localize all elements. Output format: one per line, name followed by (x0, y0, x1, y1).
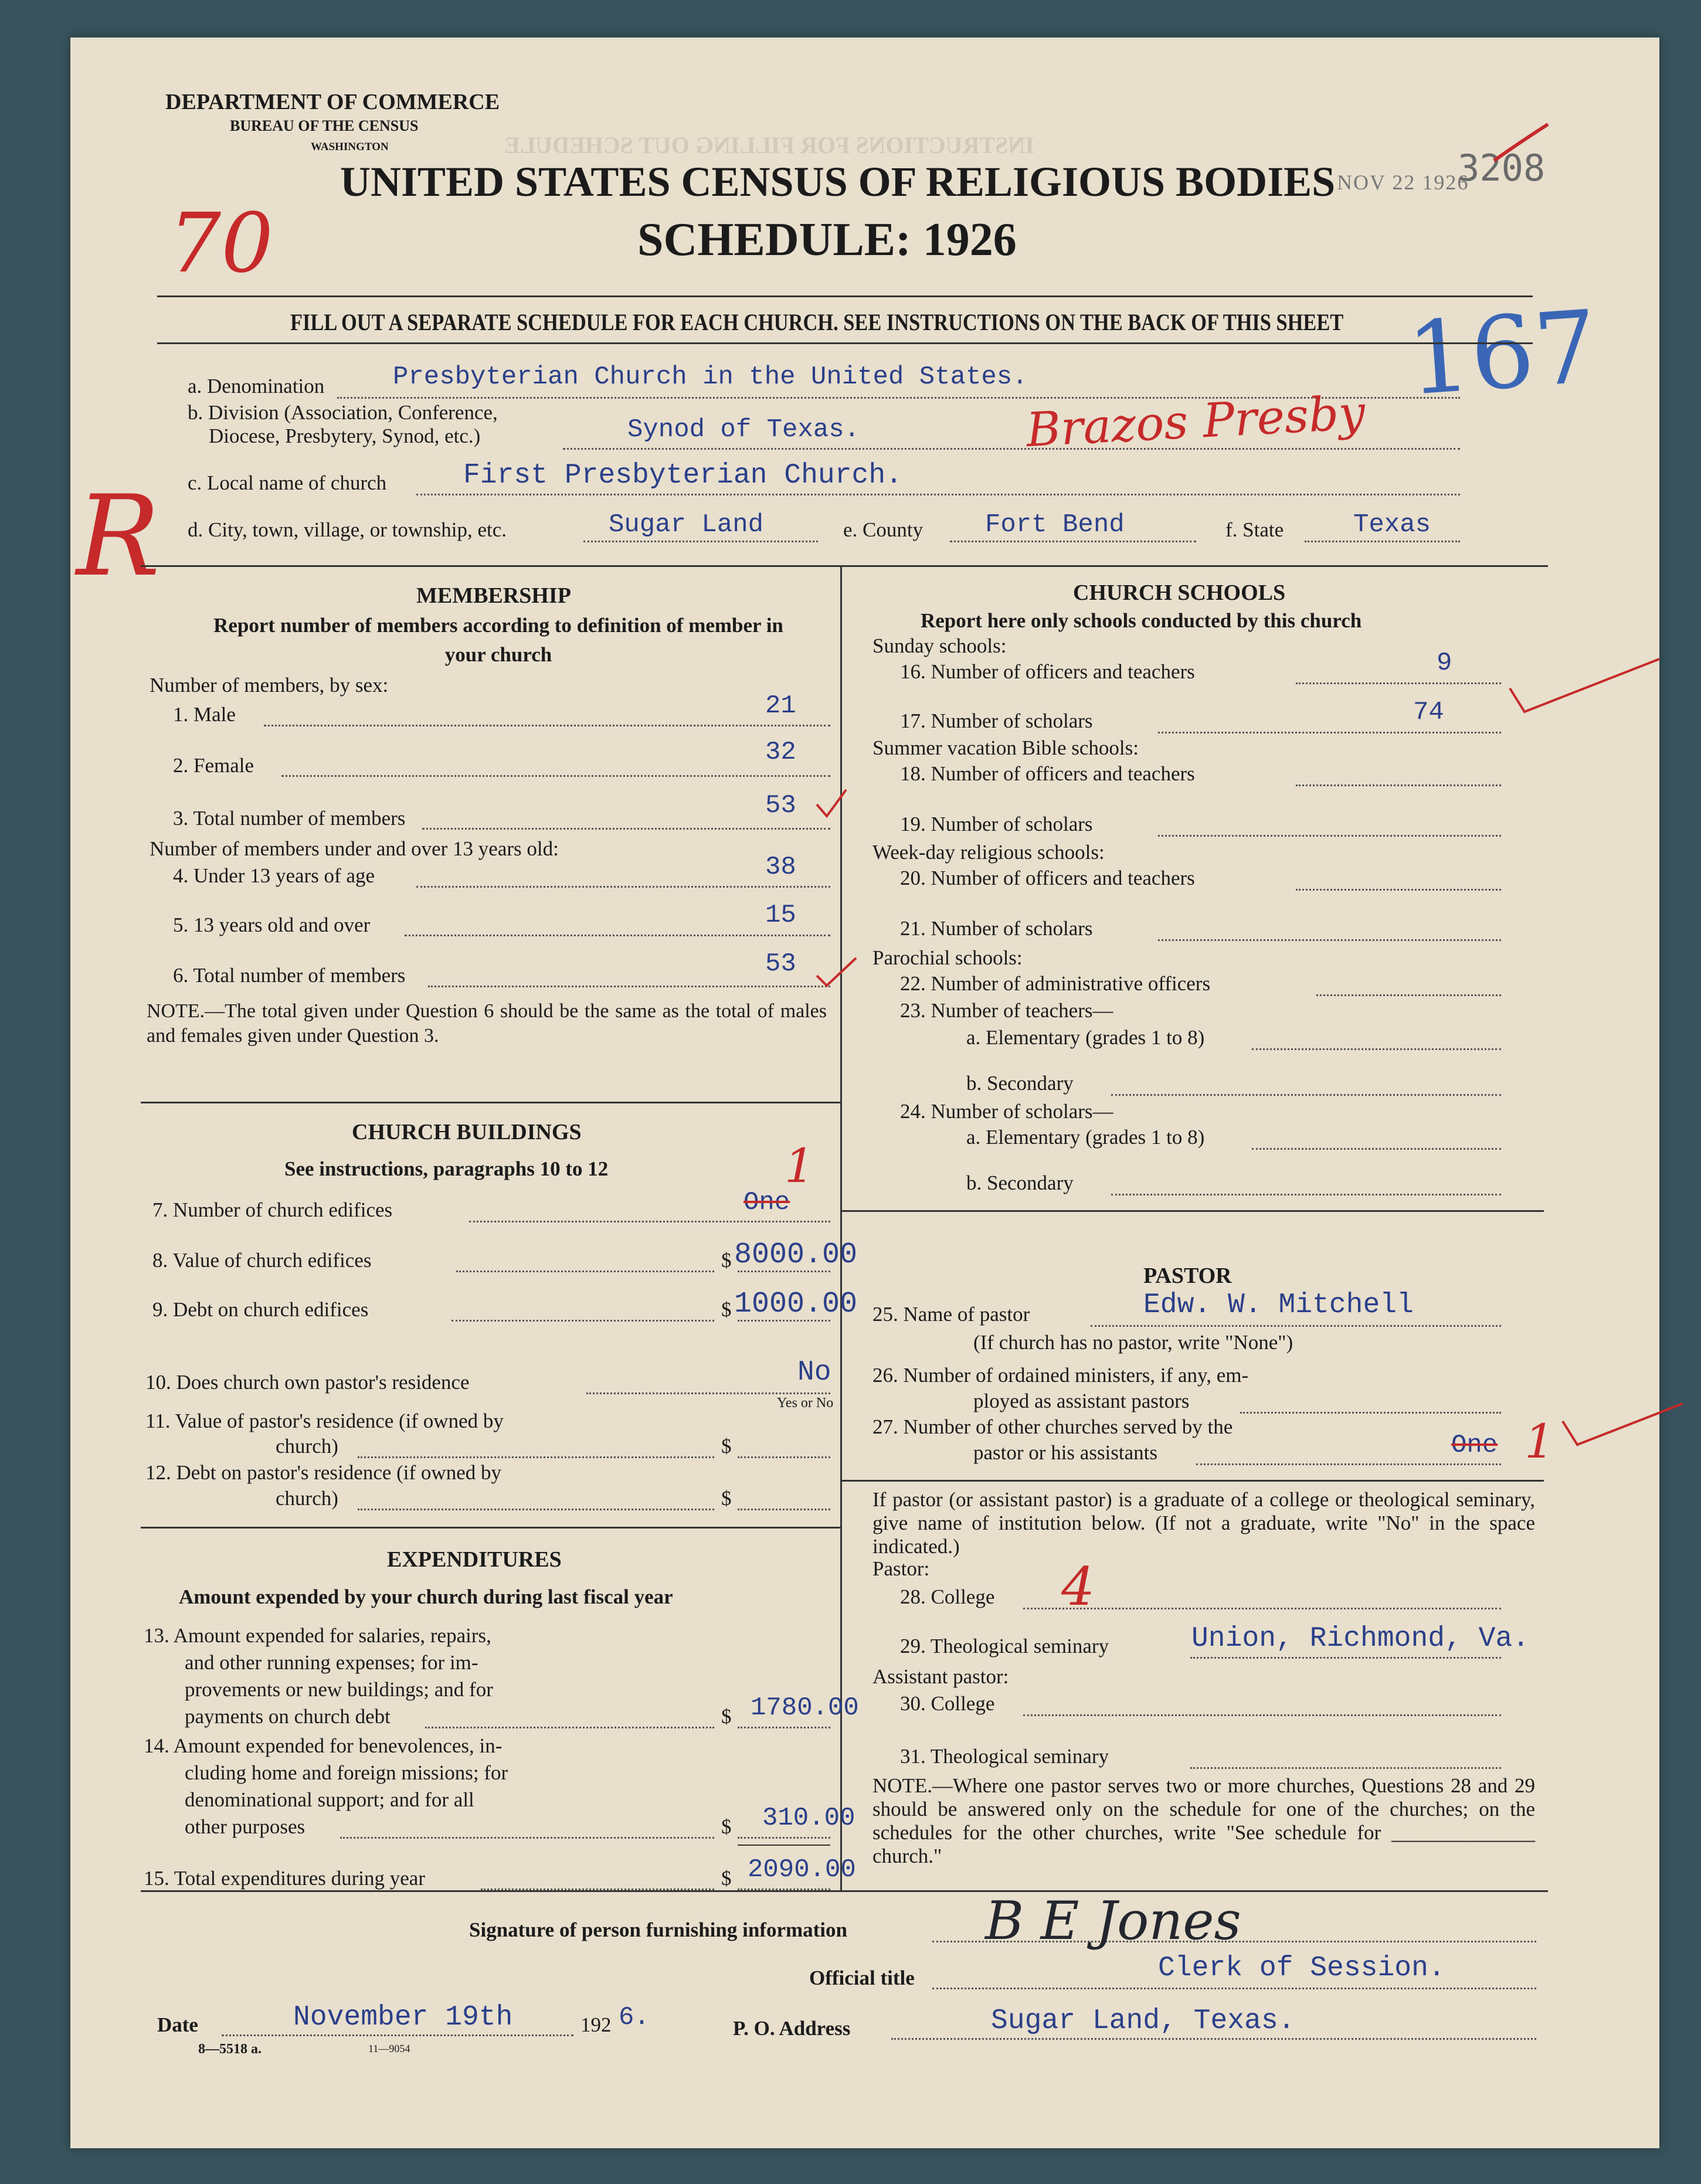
q2-line (281, 775, 830, 777)
q4-line (416, 886, 830, 888)
pastor-title: PASTOR (1143, 1263, 1232, 1288)
handwritten-mark-70: 70 (169, 196, 274, 291)
county-field[interactable]: Fort Bend (985, 510, 1125, 539)
q3-label: 3. Total number of members (173, 807, 406, 830)
membership-title: MEMBERSHIP (416, 583, 571, 608)
q3-line (422, 828, 830, 830)
q13-amount-line (738, 1727, 830, 1728)
q21-line (1158, 939, 1501, 941)
schedule-title: SCHEDULE: 1926 (637, 214, 1017, 266)
city-label: d. City, town, village, or township, etc. (188, 518, 507, 541)
state-label: f. State (1225, 518, 1284, 541)
q4-label: 4. Under 13 years of age (173, 864, 375, 887)
buildings-title: CHURCH BUILDINGS (352, 1120, 582, 1144)
q12-label-line2: church) (276, 1487, 338, 1510)
summer-schools-heading: Summer vacation Bible schools: (872, 736, 1139, 759)
q3-total-field[interactable]: 53 (765, 791, 796, 820)
q6-check-mark (814, 955, 861, 990)
q27-other-churches-field[interactable]: One (1451, 1431, 1498, 1460)
q29-label: 29. Theological seminary (900, 1635, 1109, 1657)
po-address-field[interactable]: Sugar Land, Texas. (991, 2005, 1295, 2037)
q11-line (358, 1456, 714, 1458)
q11-label-line1: 11. Value of pastor's residence (if owned by (145, 1409, 504, 1432)
q14-label-line2: cluding home and foreign missions; for (185, 1761, 508, 1784)
schools-check-mark (1507, 653, 1665, 718)
q13-label-line3: provements or new buildings; and for (185, 1678, 493, 1701)
q9-debt-field[interactable]: 1000.00 (734, 1288, 858, 1321)
local-name-field[interactable]: First Presbyterian Church. (463, 460, 902, 491)
schools-title: CHURCH SCHOOLS (1073, 580, 1286, 605)
received-number-stamp: 3208 (1458, 147, 1546, 189)
q29-seminary-field[interactable]: Union, Richmond, Va. (1191, 1623, 1530, 1655)
denomination-field[interactable]: Presbyterian Church in the United States. (393, 362, 1028, 392)
q5-label: 5. 13 years old and over (173, 913, 371, 936)
q22-label: 22. Number of administrative officers (900, 972, 1211, 995)
q17-sunday-scholars-field[interactable]: 74 (1413, 698, 1444, 727)
q14-line (340, 1837, 714, 1839)
county-line (950, 541, 1196, 542)
q13-label-line2: and other running expenses; for im- (185, 1651, 478, 1674)
q25-pastor-name-field[interactable]: Edw. W. Mitchell (1143, 1289, 1414, 1321)
q18-label: 18. Number of officers and teachers (900, 762, 1195, 785)
q23b-line (1111, 1094, 1501, 1096)
division-field[interactable]: Synod of Texas. (627, 415, 860, 444)
state-field[interactable]: Texas (1353, 510, 1431, 539)
q24-label: 24. Number of scholars— (900, 1100, 1113, 1123)
state-line (1305, 541, 1460, 542)
q12-label-line1: 12. Debt on pastor's residence (if owned by (145, 1461, 501, 1484)
q14-dollar: $ (721, 1815, 732, 1838)
po-address-line (891, 2038, 1536, 2040)
q2-label: 2. Female (173, 754, 254, 777)
department-name: DEPARTMENT OF COMMERCE (165, 90, 500, 114)
q7-label: 7. Number of church edifices (152, 1198, 393, 1221)
membership-intro: Report number of members according to definition of member in your church (213, 614, 783, 666)
q28-college-field[interactable]: 4 (1061, 1556, 1095, 1618)
q8-line (456, 1271, 714, 1272)
division-label-line1: b. Division (Association, Conference, (188, 401, 498, 424)
q7-line (469, 1221, 830, 1222)
census-schedule-sheet (70, 38, 1659, 2148)
q5-13-and-over-field[interactable]: 15 (765, 901, 796, 930)
handwritten-mark-r: R (76, 471, 161, 601)
header-rule-bottom (157, 342, 1533, 344)
handwritten-mark-167: 167 (1403, 288, 1601, 419)
q14-label-line3: denominational support; and for all (185, 1788, 474, 1811)
q28-label: 28. College (900, 1585, 995, 1608)
q14-label-line1: 14. Amount expended for benevolences, in- (144, 1734, 503, 1757)
q25-line (1091, 1325, 1501, 1327)
q11-amount-line (738, 1456, 830, 1458)
pastor-subheading: Pastor: (872, 1557, 930, 1580)
schools-intro: Report here only schools conducted by this church (921, 609, 1362, 632)
bureau-city: WASHINGTON (311, 141, 389, 153)
year-field[interactable]: 6. (619, 2003, 650, 2032)
date-label: Date (157, 2013, 198, 2036)
print-number: 11—9054 (368, 2043, 410, 2054)
q30-line (1023, 1714, 1501, 1716)
q13-line (425, 1727, 714, 1728)
q26-label-line1: 26. Number of ordained ministers, if any, em- (872, 1364, 1249, 1387)
q29-line (1190, 1657, 1501, 1659)
q6-label: 6. Total number of members (173, 964, 406, 987)
q16-sunday-teachers-field[interactable]: 9 (1437, 648, 1452, 678)
division-line (563, 448, 1460, 450)
division-label-line2: Diocese, Presbytery, Synod, etc.) (209, 424, 481, 447)
q15-total-expenditures-field[interactable]: 2090.00 (748, 1855, 856, 1884)
q13-label-line1: 13. Amount expended for salaries, repairs, (144, 1624, 491, 1647)
page-title: UNITED STATES CENSUS OF RELIGIOUS BODIES (340, 158, 1336, 205)
q11-dollar: $ (721, 1435, 732, 1458)
denomination-label: a. Denomination (188, 375, 325, 398)
q5-line (405, 935, 830, 936)
q6-line (428, 986, 830, 987)
membership-rule (141, 1102, 840, 1103)
q23a-line (1252, 1048, 1501, 1050)
q25-hint: (If church has no pastor, write "None") (973, 1331, 1293, 1354)
q15-dollar: $ (721, 1867, 732, 1890)
parochial-schools-heading: Parochial schools: (872, 946, 1023, 969)
q1-line (264, 725, 830, 726)
q10-residence-field[interactable]: No (797, 1357, 831, 1388)
city-line (583, 541, 818, 542)
q12-amount-line (738, 1509, 830, 1510)
schools-rule (840, 1210, 1544, 1212)
q1-male-field[interactable]: 21 (765, 691, 796, 721)
signature-field[interactable]: B E Jones (985, 1890, 1241, 1952)
q10-line (586, 1392, 830, 1394)
q12-dollar: $ (721, 1487, 732, 1510)
division-handwritten-note: Brazos Presby (1024, 385, 1367, 458)
q8-value-field[interactable]: 8000.00 (734, 1238, 858, 1272)
q7-edifices-field[interactable]: One (743, 1188, 790, 1217)
q9-label: 9. Debt on church edifices (152, 1298, 369, 1321)
q8-dollar: $ (721, 1249, 732, 1272)
received-date-stamp: NOV 22 1926 (1337, 171, 1469, 194)
q13-dollar: $ (721, 1705, 732, 1728)
q24a-line (1252, 1148, 1501, 1150)
local-name-label: c. Local name of church (188, 471, 387, 494)
q20-line (1296, 889, 1501, 891)
q23-label: 23. Number of teachers— (900, 999, 1113, 1022)
buildings-intro: See instructions, paragraphs 10 to 12 (284, 1157, 609, 1180)
q23a-label: a. Elementary (grades 1 to 8) (966, 1026, 1205, 1049)
q2-female-field[interactable]: 32 (765, 738, 796, 767)
pastor-note: NOTE.—Where one pastor serves two or more churches, Questions 28 and 29 should be answered only on the schedule for one of the churches; on the schedules for the other churches, write "See schedule for ______________ church." (872, 1774, 1535, 1867)
q27-check-mark (1560, 1398, 1689, 1451)
members-by-age-heading: Number of members under and over 13 years old: (150, 837, 559, 860)
q6-total-field[interactable]: 53 (765, 949, 796, 979)
q26-line (1240, 1412, 1501, 1414)
local-name-line (416, 494, 1460, 495)
q22-line (1316, 994, 1501, 996)
q24a-label: a. Elementary (grades 1 to 8) (966, 1126, 1205, 1149)
graduate-note: If pastor (or assistant pastor) is a graduate of a college or theological seminary, give name of institution below. (If not a graduate, write "No" in the space indicated.) (872, 1488, 1535, 1558)
q17-line (1158, 732, 1501, 733)
column-divider (840, 565, 842, 1890)
q30-label: 30. College (900, 1692, 995, 1715)
q14-amount-line (738, 1837, 830, 1839)
city-field[interactable]: Sugar Land (609, 510, 764, 539)
section-rule-main-top (141, 565, 1548, 567)
weekday-schools-heading: Week-day religious schools: (872, 841, 1105, 864)
q4-under-13-field[interactable]: 38 (765, 852, 796, 882)
q14-sum-rule (738, 1845, 830, 1846)
q27-label-line1: 27. Number of other churches served by the (872, 1415, 1233, 1438)
signature-label: Signature of person furnishing information (469, 1918, 847, 1941)
q27-correction: 1 (1525, 1414, 1554, 1469)
date-line (222, 2034, 573, 2036)
pastor-rule (840, 1480, 1544, 1482)
po-address-label: P. O. Address (733, 2017, 851, 2040)
date-field[interactable]: November 19th (293, 2002, 513, 2033)
sunday-schools-heading: Sunday schools: (872, 634, 1007, 657)
expenditures-title: EXPENDITURES (387, 1547, 562, 1572)
q16-line (1296, 682, 1501, 684)
q26-label-line2: ployed as assistant pastors (973, 1390, 1190, 1412)
section-rule-main-bottom (141, 1890, 1548, 1892)
q16-label: 16. Number of officers and teachers (900, 660, 1195, 683)
q8-label: 8. Value of church edifices (152, 1249, 372, 1272)
official-title-field[interactable]: Clerk of Session. (1158, 1952, 1445, 1984)
form-number: 8—5518 a. (198, 2042, 262, 2057)
q14-label-line4: other purposes (185, 1815, 305, 1838)
q31-line (1190, 1767, 1501, 1769)
q9-dollar: $ (721, 1298, 732, 1321)
q1-label: 1. Male (173, 703, 236, 726)
q23b-label: b. Secondary (966, 1072, 1074, 1095)
official-title-label: Official title (809, 1966, 915, 1989)
assistant-pastor-subheading: Assistant pastor: (872, 1665, 1009, 1688)
q3-check-mark (814, 787, 849, 822)
q24b-line (1111, 1194, 1501, 1195)
year-prefix: 192 (580, 2013, 612, 2036)
q18-line (1296, 784, 1501, 786)
official-title-line (932, 1988, 1536, 1989)
q31-label: 31. Theological seminary (900, 1745, 1109, 1768)
q17-label: 17. Number of scholars (900, 709, 1093, 732)
header-rule-top (157, 295, 1533, 297)
q15-label: 15. Total expenditures during year (144, 1867, 425, 1890)
q19-line (1158, 835, 1501, 837)
q10-label: 10. Does church own pastor's residence (145, 1371, 470, 1394)
q11-label-line2: church) (276, 1435, 338, 1458)
q27-label-line2: pastor or his assistants (973, 1441, 1158, 1464)
buildings-rule (141, 1527, 840, 1529)
q12-line (358, 1509, 714, 1510)
reverse-side-heading: INSTRUCTIONS FOR FILLING OUT SCHEDULE (504, 132, 1034, 158)
q14-benevolences-field[interactable]: 310.00 (762, 1803, 855, 1833)
q20-label: 20. Number of officers and teachers (900, 867, 1195, 889)
expenditures-intro: Amount expended by your church during last fiscal year (179, 1585, 673, 1608)
instruction-bar: FILL OUT A SEPARATE SCHEDULE FOR EACH CHURCH. SEE INSTRUCTIONS ON THE BACK OF THIS SHEET (290, 309, 1344, 335)
membership-note: NOTE.—The total given under Question 6 should be the same as the total of males and females given under Question 3. (147, 1000, 827, 1047)
county-label: e. County (843, 518, 924, 541)
stamp-check-mark (1489, 120, 1554, 172)
q10-hint: Yes or No (777, 1395, 834, 1411)
q21-label: 21. Number of scholars (900, 917, 1093, 940)
q13-running-expenses-field[interactable]: 1780.00 (751, 1693, 859, 1723)
bureau-name: BUREAU OF THE CENSUS (230, 117, 419, 134)
q24b-label: b. Secondary (966, 1171, 1074, 1194)
q25-label: 25. Name of pastor (872, 1303, 1030, 1326)
q27-line (1196, 1463, 1501, 1465)
q13-label-line4: payments on church debt (185, 1705, 391, 1728)
members-by-sex-heading: Number of members, by sex: (150, 674, 389, 697)
q9-line (451, 1320, 714, 1322)
q19-label: 19. Number of scholars (900, 813, 1093, 835)
q7-correction: 1 (785, 1139, 814, 1193)
